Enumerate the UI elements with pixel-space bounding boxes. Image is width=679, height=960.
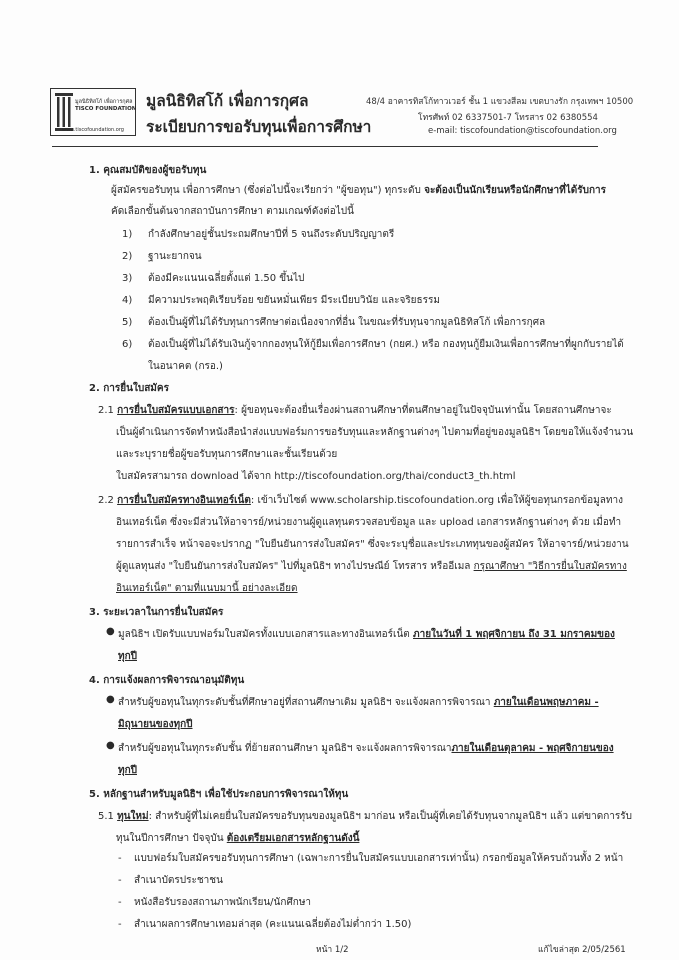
paragraph-text: ผู้ดูแลทุนส่ง "ใบยืนยันการส่งใบสมัคร" ไปที่มูลนิธิฯ ทางไปรษณีย์ โทรสาร หรืออีเมล (116, 561, 474, 572)
paragraph-2-2-line-5: อินเทอร์เน็ต" ตามที่แนบมานี้ อย่างละเอียด (116, 583, 298, 594)
result-period: ภายในเดือนตุลาคม - พฤศจิกายนของ (451, 743, 614, 754)
paragraph-2-1-line-1 (98, 404, 612, 417)
section-5-heading: 5. หลักฐานสำหรับมูลนิธิฯ เพื่อใช้ประกอบการพิจารณาให้ทุน (89, 789, 349, 800)
criteria-number: 2) (122, 251, 133, 262)
paragraph-5-1-line-1 (98, 810, 632, 823)
period-dates: ภายในวันที่ 1 พฤศจิกายน ถึง 31 มกราคมของ (412, 629, 615, 640)
criteria-number: 4) (122, 295, 133, 306)
criteria-item: ฐานะยากจน (148, 251, 202, 262)
paragraph-number: 2.1 (98, 405, 114, 416)
criteria-number: 6) (122, 339, 133, 350)
logo-text-thai: มูลนิธิทิสโก้ เพื่อการกุศล (75, 99, 133, 105)
section-3-line-1 (118, 628, 615, 641)
criteria-item: ต้องเป็นผู้ที่ไม่ได้รับทุนการศึกษาต่อเนื่องจากที่อื่น ในขณะที่รับทุนจากมูลนิธิทิสโก้ เพื่อการกุศล (148, 317, 546, 328)
criteria-number: 1) (122, 229, 133, 240)
criteria-item: ต้องมีคะแนนเฉลี่ยตั้งแต่ 1.50 ขึ้นไป (148, 273, 305, 284)
section-3-heading: 3. ระยะเวลาในการยื่นใบสมัคร (89, 607, 224, 618)
section-3-line-2: ทุกปี (118, 651, 137, 662)
document-item: สำเนาผลการศึกษาเทอมล่าสุด (คะแนนเฉลี่ยต้องไม่ต่ำกว่า 1.50) (134, 919, 412, 930)
result-text: สำหรับผู้ขอทุนในทุกระดับชั้น ที่ย้ายสถานศึกษา มูลนิธิฯ จะแจ้งผลการพิจารณา (118, 743, 452, 754)
paragraph-2-2-line-2: อินเทอร์เน็ต ซึ่งจะมีส่วนให้อาจารย์/หน่วยงานผู้ดูแลทุนตรวจสอบข้อมูล และ upload เอกสารหลักฐานต่างๆ ด้วย เมื่อทำ (116, 517, 622, 528)
criteria-number: 5) (122, 317, 133, 328)
criteria-item-continued: ในอนาคต (กรอ.) (148, 361, 223, 372)
dash-icon: - (118, 875, 122, 886)
paragraph-text: ทุนในปีการศึกษา ปัจจุบัน (116, 833, 227, 844)
bullet-icon: ● (106, 626, 115, 637)
revision-date: แก้ไขล่าสุด 2/05/2561 (538, 945, 626, 955)
paragraph-text: : ผู้ขอทุนจะต้องยื่นเรื่องผ่านสถานศึกษาที่ตนศึกษาอยู่ในปัจจุบันเท่านั้น โดยสถานศึกษาจะ (234, 405, 612, 416)
document-item: สำเนาบัตรประชาชน (134, 875, 223, 886)
logo-text-english: TISCO FOUNDATION (75, 106, 137, 112)
criteria-item: มีความประพฤติเรียบร้อย ขยันหมั่นเพียร มีระเบียบวินัย และจริยธรรม (148, 295, 440, 306)
paper-application-label: การยื่นใบสมัครแบบเอกสาร (117, 405, 235, 416)
intro-text-bold: จะต้องเป็นนักเรียนหรือนักศึกษาที่ได้รับการ (424, 185, 607, 196)
section-4-bullet-1-line-2: มิถุนายนของทุกปี (118, 719, 193, 730)
paragraph-2-1-line-2: เป็นผู้ดำเนินการจัดทำหนังสือนำส่งแบบฟอร์มการขอรับทุนและหลักฐานต่างๆ ไปตามที่อยู่ของมูลนิธิฯ โดยขอให้แจ้งจำนวน (116, 427, 634, 438)
section-4-bullet-2-line-2: ทุกปี (118, 765, 137, 776)
paragraph-number: 2.2 (98, 495, 114, 506)
section-1-intro-line-2: คัดเลือกขั้นต้นจากสถาบันการศึกษา ตามเกณฑ์ดังต่อไปนี้ (111, 206, 354, 217)
section-4-bullet-1-line-1 (118, 696, 599, 709)
logo-url: www.tiscofoundation.org (62, 127, 124, 133)
paragraph-text: : สำหรับผู้ที่ไม่เคยยื่นใบสมัครขอรับทุนของมูลนิธิฯ มาก่อน หรือเป็นผู้ที่เคยได้รับทุนจากมูลนิธิฯ แล้ว แต่ขาดการรับ (148, 811, 632, 822)
section-2-heading: 2. การยื่นใบสมัคร (89, 383, 169, 394)
download-link-text[interactable]: ใบสมัครสามารถ download ได้จาก http://tiscofoundation.org/thai/conduct3_th.html (116, 471, 516, 482)
result-text: สำหรับผู้ขอทุนในทุกระดับชั้นที่ศึกษาอยู่ที่สถานศึกษาเดิม มูลนิธิฯ จะแจ้งผลการพิจารณา (118, 697, 494, 708)
section-4-bullet-2-line-1 (118, 742, 614, 755)
criteria-item: กำลังศึกษาอยู่ชั้นประถมศึกษาปีที่ 5 จนถึงระดับปริญญาตรี (148, 229, 395, 240)
section-1-intro-line-1 (111, 184, 606, 197)
paragraph-2-2-line-1 (98, 494, 623, 507)
document-item: แบบฟอร์มใบสมัครขอรับทุนการศึกษา (เฉพาะการยื่นใบสมัครแบบเอกสารเท่านั้น) กรอกข้อมูลให้ครบถ้วนทั้ง 2 หน้า (134, 853, 624, 864)
header-divider (52, 146, 598, 147)
phone-text: โทรศัพท์ 02 6337501-7 โทรสาร 02 6380554 (418, 113, 598, 123)
online-application-label: การยื่นใบสมัครทางอินเทอร์เน็ต (117, 495, 251, 506)
dash-icon: - (118, 897, 122, 908)
paragraph-2-1-line-3: และระบุรายชื่อผู้ขอรับทุนการศึกษาและชั้นเรียนด้วย (116, 449, 338, 460)
criteria-item: ต้องเป็นผู้ที่ไม่ได้รับเงินกู้จากกองทุนให้กู้ยืมเพื่อการศึกษา (กยศ.) หรือ กองทุนกู้ยืมเงินเพื่อการศึกษาที่ผูกกับรายได้ (148, 339, 624, 350)
document-item: หนังสือรับรองสถานภาพนักเรียน/นักศึกษา (134, 897, 312, 908)
paragraph-number: 5.1 (98, 811, 114, 822)
paragraph-2-2-line-4 (116, 560, 627, 573)
intro-text: ผู้สมัครขอรับทุน เพื่อการศึกษา (ซึ่งต่อไปนี้จะเรียกว่า "ผู้ขอทุน") ทุกระดับ (111, 185, 425, 196)
email-text: e-mail: tiscofoundation@tiscofoundation.org (428, 126, 617, 136)
section-4-heading: 4. การแจ้งผลการพิจารณาอนุมัติทุน (89, 675, 245, 686)
instruction-note: กรุณาศึกษา "วิธีการยื่นใบสมัครทาง (473, 561, 627, 572)
criteria-number: 3) (122, 273, 133, 284)
page-number: หน้า 1/2 (316, 945, 349, 955)
bullet-icon: ● (106, 740, 115, 751)
new-scholarship-label: ทุนใหม่ (117, 811, 149, 822)
bullet-icon: ● (106, 694, 115, 705)
paragraph-text: : เข้าเว็บไซต์ www.scholarship.tiscofoundation.org เพื่อให้ผู้ขอทุนกรอกข้อมูลทาง (250, 495, 623, 506)
paragraph-2-2-line-3: รายการสำเร็จ หน้าจอจะปรากฏ "ใบยืนยันการส่งใบสมัคร" ซึ่งจะระบุชื่อและประเภททุนของผู้สมัคร ให้อาจารย์/หน่วยงาน (116, 539, 629, 550)
result-period: ภายในเดือนพฤษภาคม - (493, 697, 599, 708)
section-1-heading: 1. คุณสมบัติของผู้ขอรับทุน (89, 165, 207, 176)
period-text: มูลนิธิฯ เปิดรับแบบฟอร์มใบสมัครทั้งแบบเอกสารและทางอินเทอร์เน็ต (118, 629, 413, 640)
paragraph-5-1-line-2 (116, 832, 359, 845)
pillars-icon (55, 93, 73, 131)
dash-icon: - (118, 919, 122, 930)
dash-icon: - (118, 853, 122, 864)
required-documents-label: ต้องเตรียมเอกสารหลักฐานดังนี้ (226, 833, 360, 844)
organization-title: มูลนิธิทิสโก้ เพื่อการกุศล (146, 92, 309, 110)
address-text: 48/4 อาคารทิสโก้ทาวเวอร์ ชั้น 1 แขวงสีลม เขตบางรัก กรุงเทพฯ 10500 (366, 97, 634, 107)
document-title: ระเบียบการขอรับทุนเพื่อการศึกษา (146, 118, 372, 136)
